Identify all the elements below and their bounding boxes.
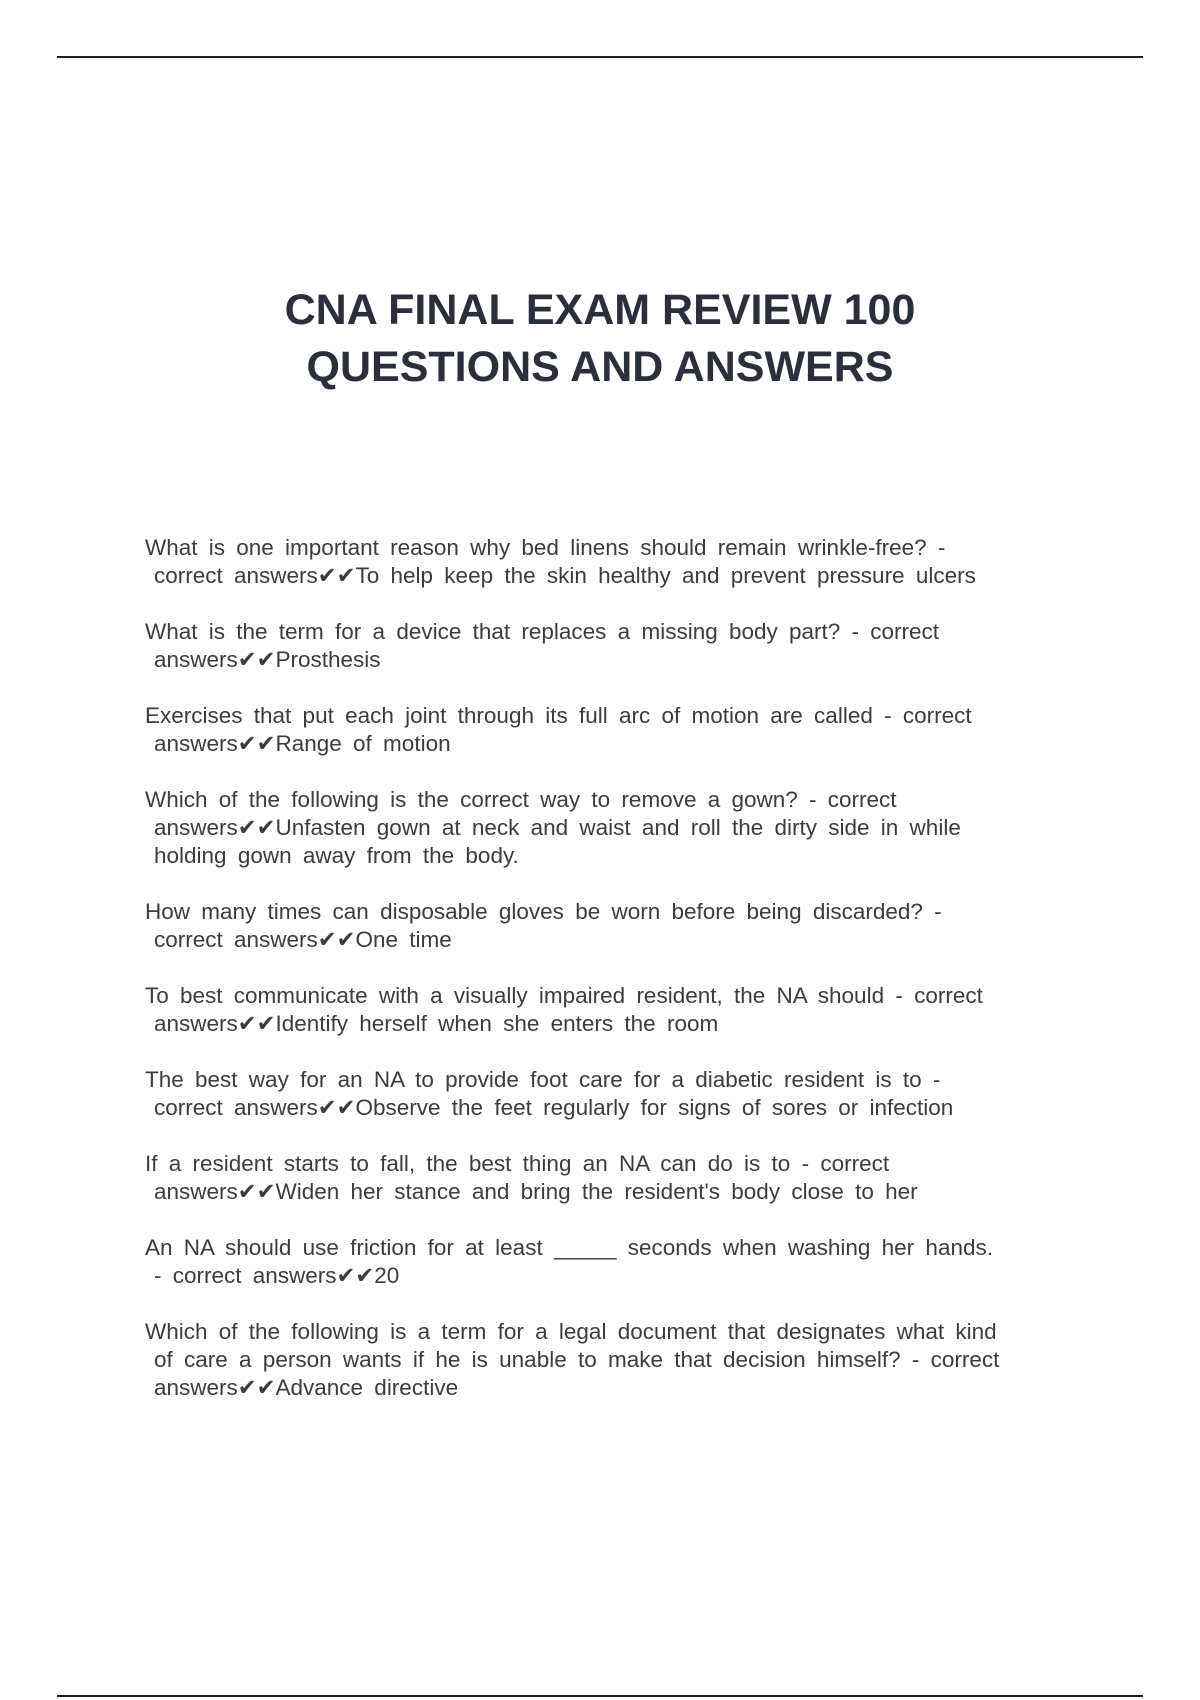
question-line: What is one important reason why bed linens should remain wrinkle-free? - [145, 535, 946, 560]
question-line: Exercises that put each joint through its full arc of motion are called - correct [145, 703, 972, 728]
question-line: Which of the following is the correct way to remove a gown? - correct [145, 787, 897, 812]
continuation-line: answers✔✔Advance directive [154, 1375, 459, 1400]
question-line: How many times can disposable gloves be worn before being discarded? - [145, 899, 942, 924]
qa-item [145, 898, 1087, 954]
continuation-line: answers✔✔Range of motion [154, 731, 451, 756]
qa-item [145, 1234, 1087, 1290]
question-line: To best communicate with a visually impaired resident, the NA should - correct [145, 983, 983, 1008]
qa-item [145, 618, 1087, 674]
document-title [0, 282, 1200, 396]
title-line-1: CNA FINAL EXAM REVIEW 100 [284, 286, 916, 334]
qa-list [145, 534, 1087, 1430]
title-line-2: QUESTIONS AND ANSWERS [306, 343, 894, 391]
continuation-line: answers✔✔Identify herself when she enters the room [154, 1011, 719, 1036]
qa-item [145, 1150, 1087, 1206]
question-line: The best way for an NA to provide foot care for a diabetic resident is to - [145, 1067, 941, 1092]
qa-item [145, 702, 1087, 758]
qa-item [145, 534, 1087, 590]
continuation-line: holding gown away from the body. [154, 843, 519, 868]
continuation-line: answers✔✔Unfasten gown at neck and waist and roll the dirty side in while [154, 815, 961, 840]
qa-item [145, 1066, 1087, 1122]
continuation-line: correct answers✔✔Observe the feet regularly for signs of sores or infection [154, 1095, 954, 1120]
top-rule [57, 56, 1143, 58]
bottom-rule [57, 1695, 1143, 1697]
continuation-line: correct answers✔✔To help keep the skin healthy and prevent pressure ulcers [154, 563, 976, 588]
question-line: What is the term for a device that replaces a missing body part? - correct [145, 619, 940, 644]
qa-item [145, 1318, 1087, 1402]
continuation-line: answers✔✔Prosthesis [154, 647, 381, 672]
continuation-line: correct answers✔✔One time [154, 927, 452, 952]
continuation-line: - correct answers✔✔20 [154, 1263, 400, 1288]
continuation-line: of care a person wants if he is unable to make that decision himself? - correct [154, 1347, 1000, 1372]
question-line: An NA should use friction for at least _____ seconds when washing her hands. [145, 1235, 993, 1260]
qa-item [145, 786, 1087, 870]
continuation-line: answers✔✔Widen her stance and bring the resident's body close to her [154, 1179, 918, 1204]
question-line: Which of the following is a term for a legal document that designates what kind [145, 1319, 997, 1344]
question-line: If a resident starts to fall, the best thing an NA can do is to - correct [145, 1151, 890, 1176]
qa-item [145, 982, 1087, 1038]
